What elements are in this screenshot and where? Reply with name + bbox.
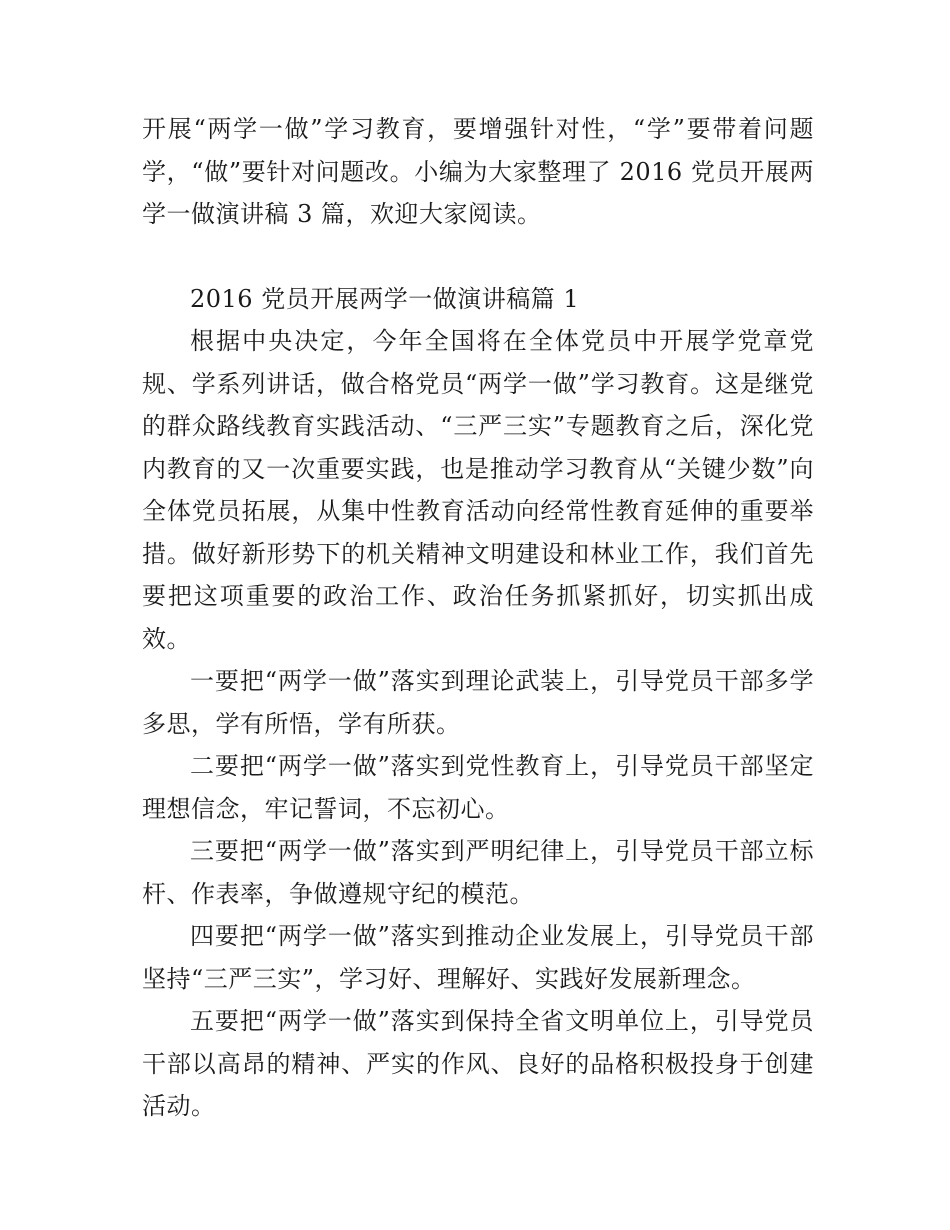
body-paragraph-1: 根据中央决定，今年全国将在全体党员中开展学党章党规、学系列讲话，做合格党员“两学一做”学习教育。这是继党的群众路线教育实践活动、“三严三实”专题教育之后，深化党内教育的又一次重要实践，也是推动学习教育从“关键少数”向全体党员拓展，从集中性教育活动向经常性教育延伸的重要举措。做好新形势下的机关精神文明建设和林业工作，我们首先要把这项重要的政治工作、政治任务抓紧抓好，切实抓出成效。 <box>142 327 814 653</box>
body-paragraph-5: 四要把“两学一做”落实到推动企业发展上，引导党员干部坚持“三严三实”，学习好、理解好、实践好发展新理念。 <box>142 922 814 993</box>
body-paragraph-6: 五要把“两学一做”落实到保持全省文明单位上，引导党员干部以高昂的精神、严实的作风、良好的品格积极投身于创建活动。 <box>142 1007 814 1120</box>
section-heading: 2016 党员开展两学一做演讲稿篇 1 <box>190 284 580 313</box>
body-paragraph-4: 三要把“两学一做”落实到严明纪律上，引导党员干部立标杆、作表率，争做遵规守纪的模范。 <box>142 837 814 908</box>
body-paragraph-3: 二要把“两学一做”落实到党性教育上，引导党员干部坚定理想信念，牢记誓词，不忘初心。 <box>142 752 814 823</box>
intro-paragraph: 开展“两学一做”学习教育，要增强针对性，“学”要带着问题学，“做”要针对问题改。小编为大家整理了 2016 党员开展两学一做演讲稿 3 篇，欢迎大家阅读。 <box>142 115 814 228</box>
body-paragraph-2: 一要把“两学一做”落实到理论武装上，引导党员干部多学多思，学有所悟，学有所获。 <box>142 667 814 738</box>
document-body <box>142 108 814 1128</box>
